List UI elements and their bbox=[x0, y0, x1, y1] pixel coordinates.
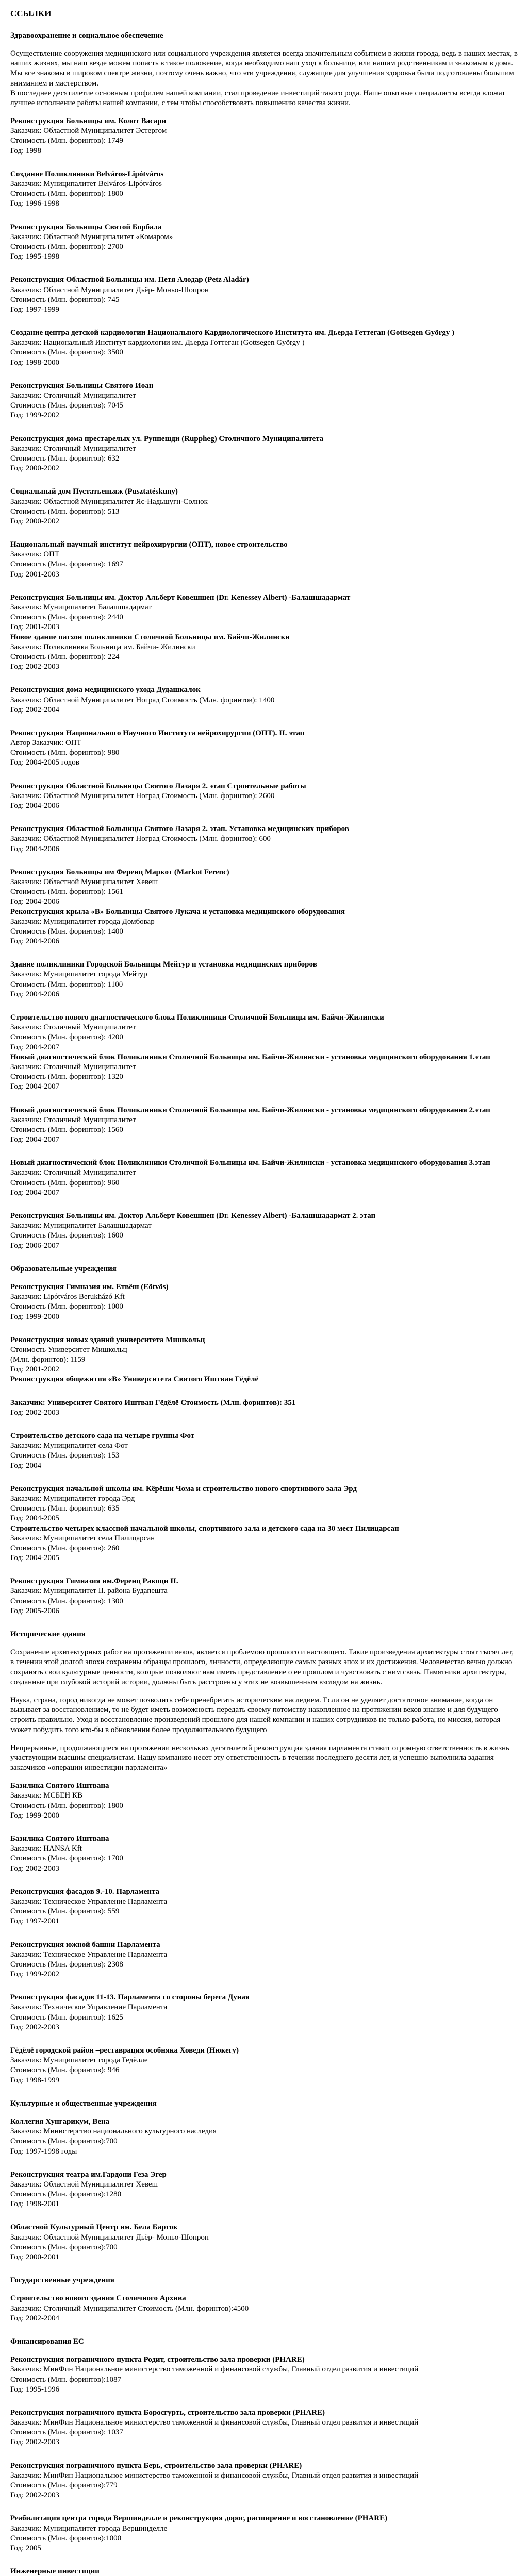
project-detail: Заказчик: МинФин Национальное министерство таможенной и финансовой службы, Главный отдел развития и инвестиций bbox=[10, 2418, 419, 2427]
project-detail: Стоимость Университет Мишкольц bbox=[10, 1345, 127, 1354]
project-entry bbox=[10, 824, 518, 854]
project-detail: Год: 1997-1999 bbox=[10, 305, 59, 314]
project-entry bbox=[10, 170, 518, 209]
project-detail: Год: 1996-1998 bbox=[10, 199, 59, 208]
project-detail: Заказчик: Областной Муниципалитет Дьёр- Моньо-Шопрон bbox=[10, 285, 209, 294]
project-detail: Год: 2002-2003 bbox=[10, 663, 59, 671]
project-title: Строительство нового диагностического блока Поликлиники Столичной Больницы им. Байчи-Жилински bbox=[10, 1013, 384, 1022]
project-title: Реконструкция южной башни Парламента bbox=[10, 1940, 160, 1949]
intro-paragraph: Непрерывные, продолжающиеся на протяжении нескольких десятилетий реконструкция здания парламента ставит огромную ответственность в жизнь участвующим высшим специалистам. Нашу компанию несет эту ответственность в течении последнего десяти лет, и успешно выполнила задания заказчиков «операции инвестиции парламента» bbox=[10, 1743, 509, 1772]
project-title: Реконструкция фасадов 9.-10. Парламента bbox=[10, 1887, 160, 1896]
project-detail: Заказчик: Областной Муниципалитет Эстергом bbox=[10, 127, 167, 135]
project-detail: Заказчик: HANSA Kft bbox=[10, 1844, 82, 1853]
project-detail: Год: 2004-2005 bbox=[10, 1554, 59, 1563]
section bbox=[10, 2337, 518, 2553]
project-detail: Заказчик: Столичный Муниципалитет bbox=[10, 1115, 136, 1124]
sections-container bbox=[10, 31, 518, 2576]
project-detail: Стоимость (Млн. форинтов): 946 bbox=[10, 2066, 120, 2075]
intro-paragraph: Наука, страна, город никогда не может позволить себе пренебрегать историческим наследием. Если он не уделяет достаточное внимание, когда он вызывает за восстановлением, то не будет иметь возможность передать своему потомству накопленное на протяжении веков знание и для будущего строить правильно. Уход и восстановление произведений прошлого для нашей компании и наших сотрудников не только работа, но миссия, которая может побудить того кто-бы в обновлении более продолжительного будущего bbox=[10, 1696, 501, 1734]
project-detail: Год: 1997-2001 bbox=[10, 1917, 59, 1926]
project-detail: Год: 2004 bbox=[10, 1461, 41, 1470]
project-detail: Заказчик: МСБЕН КВ bbox=[10, 1791, 83, 1800]
project-detail: Заказчик: Муниципалитет II. района Будапешта bbox=[10, 1587, 168, 1596]
project-detail: Стоимость (Млн. форинтов): 1697 bbox=[10, 560, 123, 569]
project-entry bbox=[10, 1398, 518, 1418]
project-detail: Заказчик: Поликлиника Больница им. Байчи- Жилински bbox=[10, 642, 195, 651]
project-detail: Заказчик: Lipótváros Berukházó Kft bbox=[10, 1293, 125, 1301]
project-entry bbox=[10, 1524, 518, 1564]
project-title: Реконструкция пограничного пункта Боросгурть, строительство зала проверки (PHARE) bbox=[10, 2408, 325, 2417]
project-detail: Заказчик: ОПТ bbox=[10, 550, 60, 559]
page-title: ССЫЛКИ bbox=[10, 9, 52, 19]
project-detail: Стоимость (Млн. форинтов): 1000 bbox=[10, 1302, 123, 1311]
project-detail: Год: 2000-2001 bbox=[10, 2253, 59, 2261]
project-title: Новое здание патхон поликлиники Столичной Больницы им. Байчи-Жилински bbox=[10, 633, 290, 641]
project-title: Реконструкция Областной Больницы Святого Лазаря 2. этап. Установка медицинских приборов bbox=[10, 825, 349, 834]
project-title: Новый диагностический блок Поликлиники Столичной Больницы им. Байчи-Жилински - установка медицинского оборудования 2.этап bbox=[10, 1106, 490, 1114]
project-detail: Год: 2002-2003 bbox=[10, 1408, 59, 1417]
project-entry bbox=[10, 1993, 518, 2032]
project-entry bbox=[10, 2461, 518, 2501]
project-detail: Стоимость (Млн. форинтов): 980 bbox=[10, 749, 120, 757]
project-entry bbox=[10, 1211, 518, 1251]
project-detail: Стоимость (Млн. форинтов): 513 bbox=[10, 507, 120, 516]
project-entry bbox=[10, 2408, 518, 2448]
project-title: Здание поликлиники Городской Больницы Мейтур и установка медицинских приборов bbox=[10, 960, 317, 969]
project-entry bbox=[10, 2223, 518, 2262]
project-title: Реконструкция пограничного пункта Родит, строительство зала проверки (PHARE) bbox=[10, 2355, 305, 2364]
section bbox=[10, 1264, 518, 1616]
project-detail: Стоимость (Млн. форинтов): 1400 bbox=[10, 927, 123, 936]
project-detail: Стоимость (Млн. форинтов): 1320 bbox=[10, 1073, 123, 1081]
project-detail: Заказчик: Муниципалитет города Гедёлле bbox=[10, 2056, 148, 2065]
project-entry bbox=[10, 633, 518, 672]
project-entry bbox=[10, 1335, 518, 1375]
project-detail: Стоимость (Млн. форинтов): 1749 bbox=[10, 137, 123, 145]
project-title: Реабилитация центра города Вершинделле и реконструкция дорог, расширение и восстановление (PHARE) bbox=[10, 2514, 388, 2523]
project-entry bbox=[10, 1053, 518, 1092]
section bbox=[10, 2099, 518, 2262]
project-entry bbox=[10, 2117, 518, 2157]
project-entry bbox=[10, 728, 518, 768]
project-detail: Стоимость (Млн. форинтов): 1625 bbox=[10, 2013, 123, 2022]
project-detail: Стоимость (Млн. форинтов):779 bbox=[10, 2481, 118, 2489]
intro-paragraph: Сохранение архитектурных работ на протяжении веков, является проблемою прошлого и настоящего. Такие произведения архитектуры стоят тысяч лет, в течении этой долгой эпохи сохранены образцы прошлого, личности, определяющие самых разных эпох и их достижения. Человечество вечно должно сохранять свои культурные ценности, которые позволяют нам иметь представление о ее прошлом и чувствовать с ним связь. Памятники архитектуры, созданные при глубокой историй истории, должны быть расстроены у этих не возвышенным взглядом на жизнь. bbox=[10, 1648, 514, 1686]
project-detail: Год: 1995-1996 bbox=[10, 2385, 59, 2394]
project-title: Реконструкция Больницы им. Доктор Альберт Ковешшен (Dr. Kenessey Albert) -Балашшадармат bbox=[10, 593, 351, 602]
section-title: Финансирования ЕС bbox=[10, 2337, 84, 2346]
section bbox=[10, 2276, 518, 2324]
project-title: Реконструкция дома престарелых ул. Руппешди (Ruppheg) Столичного Муниципалитета bbox=[10, 434, 324, 443]
project-entry bbox=[10, 1887, 518, 1927]
project-entry bbox=[10, 1431, 518, 1471]
project-detail: Год: 2002-2004 bbox=[10, 2314, 59, 2323]
project-title: Областной Культурный Центр им. Бела Барток bbox=[10, 2223, 178, 2232]
project-entry bbox=[10, 1484, 518, 1524]
project-detail: Заказчик: Областной Муниципалитет Ноград Стоимость (Млн. форинтов): 2600 bbox=[10, 791, 275, 800]
project-detail: Год: 1998-2000 bbox=[10, 358, 59, 367]
project-title: Реконструкция театра им.Гардони Геза Эгер bbox=[10, 2170, 167, 2179]
section bbox=[10, 1630, 518, 2086]
section bbox=[10, 31, 518, 1251]
project-detail: Заказчик: Областной Муниципалитет Ноград Стоимость (Млн. форинтов): 1400 bbox=[10, 696, 275, 704]
section-title: Здравоохранение и социальное обеспечение bbox=[10, 31, 163, 40]
project-detail: Стоимость (Млн. форинтов): 2308 bbox=[10, 1960, 123, 1969]
project-detail: Стоимость (Млн. форинтов): 559 bbox=[10, 1907, 120, 1916]
project-detail: Заказчик: Областной Муниципалитет Хевеш bbox=[10, 877, 158, 886]
project-detail: Стоимость (Млн. форинтов): 2440 bbox=[10, 613, 123, 622]
project-detail: Год: 2004-2007 bbox=[10, 1043, 59, 1052]
project-entry bbox=[10, 1375, 518, 1384]
project-detail: Год: 1997-1998 годы bbox=[10, 2147, 77, 2156]
project-detail: Год: 1999-2002 bbox=[10, 1970, 59, 1979]
project-detail: Год: 2002-2003 bbox=[10, 2023, 59, 2031]
project-detail: Год: 1995-1998 bbox=[10, 252, 59, 261]
project-entry bbox=[10, 328, 518, 368]
project-detail: Стоимость (Млн. форинтов): 632 bbox=[10, 454, 120, 463]
project-title: Реконструкция фасадов 11-13. Парламента со стороны берега Дуная bbox=[10, 1993, 250, 2002]
project-detail: Заказчик: Столичный Муниципалитет bbox=[10, 1168, 136, 1177]
project-detail: Год: 2001-2003 bbox=[10, 570, 59, 579]
project-title: Реконструкция Больницы Святого Иоан bbox=[10, 381, 154, 390]
project-detail: Заказчик: Техническое Управление Парламента bbox=[10, 2003, 168, 2012]
project-detail: Стоимость (Млн. форинтов): 1100 bbox=[10, 980, 123, 989]
project-detail: Стоимость (Млн. форинтов): 153 bbox=[10, 1451, 120, 1460]
project-detail: Заказчик: Столичный Муниципалитет bbox=[10, 392, 136, 400]
project-detail: Год: 1998-2001 bbox=[10, 2200, 59, 2209]
project-detail: Год: 2002-2003 bbox=[10, 2438, 59, 2447]
project-detail: Год: 1999-2000 bbox=[10, 1811, 59, 1820]
project-entry bbox=[10, 593, 518, 633]
project-entry bbox=[10, 907, 518, 947]
project-entry bbox=[10, 275, 518, 315]
project-detail: Год: 2000-2002 bbox=[10, 517, 59, 526]
project-detail: Стоимость (Млн. форинтов):1000 bbox=[10, 2534, 122, 2543]
project-entry bbox=[10, 487, 518, 527]
project-title: Реконструкция Национального Научного Института нейрохирургии (ОПТ). II. этап bbox=[10, 728, 305, 737]
project-detail: Год: 2004-2007 bbox=[10, 1082, 59, 1091]
project-detail: Заказчик: Муниципалитет города Эрд bbox=[10, 1494, 135, 1503]
project-entry bbox=[10, 685, 518, 715]
project-detail: Год: 2004-2006 bbox=[10, 937, 59, 946]
section-title: Исторические здания bbox=[10, 1630, 86, 1638]
project-title: Создание центра детской кардиологии Национального Кардиологического Института им. Дьерда Геттеган (Gottsegen György ) bbox=[10, 329, 455, 337]
project-detail: Заказчик: Муниципалитет села Фот bbox=[10, 1442, 128, 1450]
project-detail: Год: 2005-2006 bbox=[10, 1606, 59, 1615]
project-title: Базилика Святого Иштвана bbox=[10, 1835, 109, 1843]
project-detail: Заказчик: Столичный Муниципалитет bbox=[10, 1062, 136, 1071]
project-detail: Стоимость (Млн. форинтов): 3500 bbox=[10, 348, 123, 357]
project-entry bbox=[10, 960, 518, 999]
project-title: Реконструкция общежития «В» Университета Святого Иштван Гёдёлё bbox=[10, 1375, 259, 1384]
project-title: Реконструкция крыла «В» Больницы Святого Лукача и установка медицинского оборудования bbox=[10, 907, 345, 916]
project-detail: Стоимость (Млн. форинтов): 1800 bbox=[10, 1801, 123, 1810]
project-entry bbox=[10, 381, 518, 421]
project-detail: Год: 1999-2002 bbox=[10, 411, 59, 420]
project-entry bbox=[10, 1013, 518, 1053]
project-detail: Год: 1998 bbox=[10, 146, 41, 155]
project-detail: Стоимость (Млн. форинтов):1280 bbox=[10, 2190, 122, 2199]
project-entry bbox=[10, 1834, 518, 1874]
project-detail: Стоимость (Млн. форинтов): 1700 bbox=[10, 1854, 123, 1863]
project-title: Национальный научный институт нейрохирургии (ОПТ), новое строительство bbox=[10, 540, 288, 549]
project-entry bbox=[10, 868, 518, 907]
project-title: Базилика Святого Иштвана bbox=[10, 1782, 109, 1790]
project-title: Гёдёлё городской район –реставрация особняка Ховеди (Нюкегу) bbox=[10, 2046, 239, 2055]
project-detail: Год: 2001-2002 bbox=[10, 1365, 59, 1374]
section-title: Образовательные учреждения bbox=[10, 1264, 117, 1273]
project-detail: Год: 2002-2003 bbox=[10, 1864, 59, 1873]
section-title: Государственные учреждения bbox=[10, 2276, 114, 2285]
project-title: Реконструкция Больницы Святой Борбала bbox=[10, 223, 162, 231]
project-title: Реконструкция Гимназия им. Етвёш (Eötvös) bbox=[10, 1282, 169, 1291]
project-detail: Стоимость (Млн. форинтов): 1561 bbox=[10, 888, 123, 896]
project-title: Строительство нового здания Столичного Архива bbox=[10, 2294, 186, 2303]
project-entry bbox=[10, 1781, 518, 1821]
project-detail: Заказчик: Областной Муниципалитет Ноград Стоимость (Млн. форинтов): 600 bbox=[10, 835, 271, 843]
project-title: Строительство четырех классной начальной школы, спортивного зала и детского сада на 30 мест Пилицарсан bbox=[10, 1524, 399, 1533]
section-title: Культурные и общественные учреждения bbox=[10, 2099, 157, 2108]
project-entry bbox=[10, 116, 518, 156]
project-detail: Год: 2004-2006 bbox=[10, 897, 59, 906]
intro-paragraph: Осуществление сооружения медицинского или социального учреждения является всегда значительным событием в жизни города, ведь в наших местах, в наших жизнях, мы наш везде можем попасть в такое положение, когда необходимо наш уход к больнице, или нашим родственникам и знакомым в дома. Мы все знакомы в широком спектре жизни, поэтому очень важно, что эти учреждения, служащие для улучшения здоровья были подготовлены большим вниманием и мастерством. В последнее десятилетие основным профилем нашей компании, стал проведение инвестиций такого рода. Наше опытные специалисты всегда вложат лучшее исполнение работы нашей компании, с тем чтобы способствовать повышению качества жизни. bbox=[10, 49, 518, 107]
project-title: Реконструкция Областной Больницы Святого Лазаря 2. этап Строительные работы bbox=[10, 782, 306, 790]
project-detail: Заказчик: Муниципалитет города Домбовар bbox=[10, 917, 155, 926]
project-detail: Заказчик: Муниципалитет города Мейтур bbox=[10, 970, 147, 979]
project-detail: Стоимость (Млн. форинтов): 1560 bbox=[10, 1125, 123, 1134]
project-detail: Заказчик: Муниципалитет Балашшадармат bbox=[10, 1222, 152, 1230]
project-title: Строительство детского сада на четыре группы Фот bbox=[10, 1432, 195, 1440]
project-title: Реконструкция новых зданий университета Мишкольц bbox=[10, 1335, 205, 1344]
project-detail: Стоимость (Млн. форинтов):700 bbox=[10, 2243, 118, 2251]
project-detail: Заказчик: Техническое Управление Парламента bbox=[10, 1897, 168, 1906]
project-title: Социальный дом Пустатьеньяж (Pusztatéskuny) bbox=[10, 487, 178, 496]
section bbox=[10, 2567, 518, 2576]
project-detail: Стоимость (Млн. форинтов): 7045 bbox=[10, 401, 123, 410]
project-entry bbox=[10, 2046, 518, 2086]
project-detail: Стоимость (Млн. форинтов): 2700 bbox=[10, 242, 123, 251]
section-title: Инженерные инвестиции bbox=[10, 2567, 100, 2576]
project-entry bbox=[10, 223, 518, 262]
project-detail: Год: 2002-2004 bbox=[10, 705, 59, 714]
project-detail: Заказчик: Областной Муниципалитет Хевеш bbox=[10, 2180, 158, 2189]
project-detail: Заказчик: Техническое Управление Парламента bbox=[10, 1950, 168, 1959]
project-detail: Стоимость (Млн. форинтов):700 bbox=[10, 2137, 118, 2146]
project-title: Реконструкция пограничного пункта Берь, строительство зала проверки (PHARE) bbox=[10, 2461, 302, 2470]
project-detail: Стоимость (Млн. форинтов): 4200 bbox=[10, 1033, 123, 1042]
project-entry bbox=[10, 2170, 518, 2210]
project-detail: Год: 2004-2007 bbox=[10, 1188, 59, 1197]
project-detail: Стоимость (Млн. форинтов): 1600 bbox=[10, 1231, 123, 1240]
project-detail: Год: 2004-2005 bbox=[10, 1514, 59, 1523]
project-detail: Год: 2004-2005 годов bbox=[10, 758, 79, 767]
project-detail: Год: 2001-2003 bbox=[10, 623, 59, 632]
project-detail: Заказчик: МинФин Национальное министерство таможенной и финансовой службы, Главный отдел развития и инвестиций bbox=[10, 2471, 419, 2480]
project-detail: Год: 1999-2000 bbox=[10, 1312, 59, 1321]
project-detail: Год: 2004-2006 bbox=[10, 844, 59, 853]
project-detail: Стоимость (Млн. форинтов): 960 bbox=[10, 1178, 120, 1187]
project-detail: Год: 2005 bbox=[10, 2544, 41, 2552]
project-detail: Год: 1998-1999 bbox=[10, 2076, 59, 2084]
project-detail: Год: 2004-2006 bbox=[10, 990, 59, 998]
project-detail: Год: 2000-2002 bbox=[10, 464, 59, 473]
project-title: Создание Поликлиники Belváros-Lipótváros bbox=[10, 170, 164, 178]
project-detail: Заказчик: Муниципалитет Belváros-Lipótváros bbox=[10, 180, 162, 188]
project-detail: Год: 2004-2007 bbox=[10, 1136, 59, 1144]
project-detail: Стоимость (Млн. форинтов): 224 bbox=[10, 652, 120, 661]
project-detail: Автор Заказчик: ОПТ bbox=[10, 739, 81, 748]
project-entry bbox=[10, 1577, 518, 1616]
project-detail: Стоимость (Млн. форинтов):1087 bbox=[10, 2375, 122, 2384]
project-title: Реконструкция Гимназия им.Ференц Ракоци II. bbox=[10, 1577, 178, 1586]
project-detail: Стоимость (Млн. форинтов): 1300 bbox=[10, 1597, 123, 1605]
project-detail: Стоимость (Млн. форинтов): 1800 bbox=[10, 190, 123, 198]
project-detail: Заказчик: Областной Муниципалитет «Комаром» bbox=[10, 232, 173, 241]
project-detail: (Млн. форинтов): 1159 bbox=[10, 1355, 86, 1364]
project-detail: Заказчик: Областной Муниципалитет Яс-Надьшугн-Солнок bbox=[10, 497, 208, 506]
project-entry bbox=[10, 1106, 518, 1145]
project-detail: Заказчик: МинФин Национальное министерство таможенной и финансовой службы, Главный отдел развития и инвестиций bbox=[10, 2365, 419, 2374]
project-title: Реконструкция Больницы им. Доктор Альберт Ковешшен (Dr. Kenessey Albert) -Балашшадармат 2. этап bbox=[10, 1212, 376, 1220]
project-title: Реконструкция Областной Больницы им. Петя Алодар (Petz Aladár) bbox=[10, 276, 249, 284]
project-detail: Заказчик: Министерство национального культурного наследия bbox=[10, 2127, 217, 2136]
project-detail: Заказчик: Национальный Институт кардиологии им. Дьерда Готтеган (Gottsegen György ) bbox=[10, 338, 305, 347]
project-detail: Стоимость (Млн. форинтов): 745 bbox=[10, 295, 120, 304]
section-intro bbox=[10, 1648, 518, 1773]
section-intro bbox=[10, 49, 518, 108]
project-entry bbox=[10, 2355, 518, 2395]
project-title: Новый диагностический блок Поликлиники Столичной Больницы им. Байчи-Жилински - установка медицинского оборудования 1.этап bbox=[10, 1053, 490, 1061]
project-detail: Год: 2002-2003 bbox=[10, 2491, 59, 2500]
project-entry bbox=[10, 2514, 518, 2553]
project-entry bbox=[10, 540, 518, 580]
project-detail: Заказчик: Муниципалитет Балашшадармат bbox=[10, 603, 152, 612]
project-title: Коллегия Хунгарикум, Вена bbox=[10, 2117, 110, 2126]
project-detail: Стоимость (Млн. форинтов): 1037 bbox=[10, 2428, 123, 2437]
project-detail: Заказчик: Муниципалитет города Вершинделле bbox=[10, 2524, 168, 2533]
project-detail: Год: 2006-2007 bbox=[10, 1241, 59, 1250]
project-title: Новый диагностический блок Поликлиники Столичной Больницы им. Байчи-Жилински - установка медицинского оборудования 3.этап bbox=[10, 1159, 490, 1167]
project-detail: Заказчик: Столичный Муниципалитет bbox=[10, 1023, 136, 1032]
project-title: Реконструкция Больницы им Ференц Маркот (Markot Ferenc) bbox=[10, 868, 229, 876]
project-detail: Заказчик: Областной Муниципалитет Дьёр- Моньо-Шопрон bbox=[10, 2233, 209, 2242]
project-detail: Заказчик: Столичный Муниципалитет Стоимость (Млн. форинтов):4500 bbox=[10, 2304, 249, 2313]
project-detail: Заказчик: Столичный Муниципалитет bbox=[10, 444, 136, 453]
project-entry bbox=[10, 1282, 518, 1322]
project-title: Реконструкция начальной школы им. Кёрёши Чома и строительство нового спортивного зала Эрд bbox=[10, 1484, 357, 1493]
project-entry bbox=[10, 2294, 518, 2324]
project-title: Заказчик: Университет Святого Иштван Гёдёлё Стоимость (Млн. форинтов): 351 bbox=[10, 1398, 296, 1407]
project-detail: Стоимость (Млн. форинтов): 635 bbox=[10, 1504, 120, 1513]
project-detail: Заказчик: Муниципалитет села Пилицарсан bbox=[10, 1534, 155, 1543]
project-entry bbox=[10, 1940, 518, 1980]
project-entry bbox=[10, 1158, 518, 1198]
project-detail: Стоимость (Млн. форинтов): 260 bbox=[10, 1544, 120, 1552]
project-detail: Год: 2004-2006 bbox=[10, 802, 59, 810]
project-title: Реконструкция Больницы им. Колот Васари bbox=[10, 117, 167, 126]
project-title: Реконструкция дома медицинского ухода Дудашкалок bbox=[10, 686, 201, 694]
project-entry bbox=[10, 434, 518, 474]
project-entry bbox=[10, 782, 518, 811]
